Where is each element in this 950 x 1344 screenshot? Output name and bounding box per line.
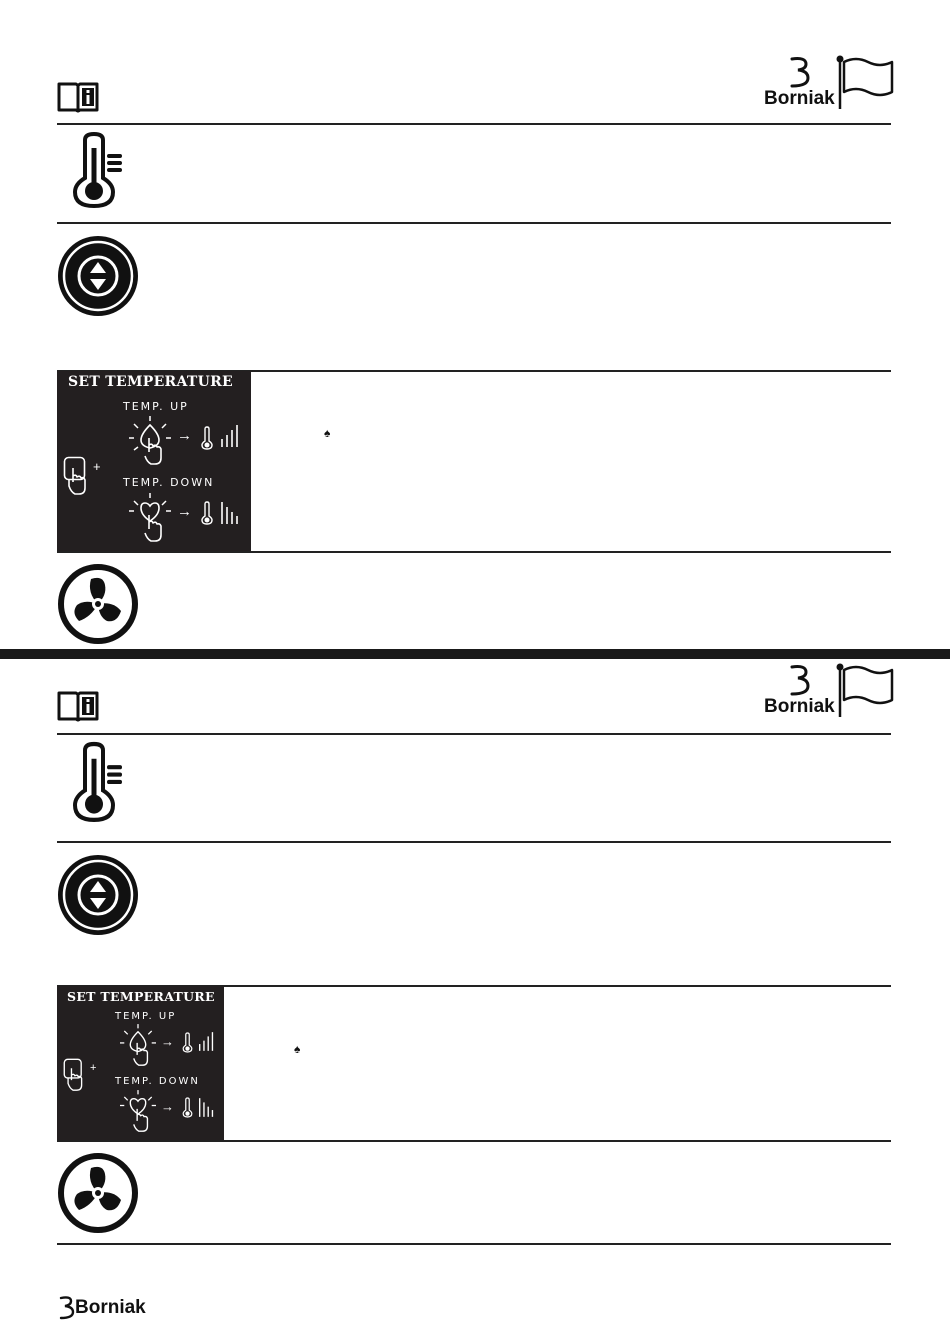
set-temperature-panel <box>57 371 251 551</box>
temp-up-label: TEMP. UP <box>115 1011 177 1022</box>
panel-title: SET TEMPERATURE <box>68 374 234 390</box>
temp-up-label: TEMP. UP <box>123 400 189 413</box>
panel-title: SET TEMPERATURE <box>67 989 215 1004</box>
hand-press-icon <box>63 456 89 496</box>
thermometer-icon <box>73 744 125 822</box>
brand-logo <box>762 664 842 718</box>
rule <box>57 841 891 843</box>
rule <box>57 123 891 125</box>
thermometer-small-icon <box>183 1098 192 1117</box>
rule <box>57 551 891 553</box>
plus-sign: + <box>90 1062 97 1074</box>
rule <box>57 1243 891 1245</box>
up-down-knob-icon <box>57 235 139 317</box>
heart-button-icon <box>120 1090 156 1133</box>
bars-falling-icon <box>220 502 240 524</box>
rule <box>57 1140 891 1142</box>
thermometer-small-icon <box>202 502 212 524</box>
hand-press-icon <box>63 1058 85 1092</box>
plus-sign: + <box>93 459 101 474</box>
arrow-down-row: → <box>177 503 192 520</box>
bullet-marker: ♠ <box>294 1042 301 1056</box>
heart-button-icon <box>129 416 171 466</box>
fan-icon <box>57 563 139 645</box>
bullet-marker: ♠ <box>324 426 331 440</box>
temp-down-label: TEMP. DOWN <box>123 476 215 489</box>
rule <box>57 222 891 224</box>
manual-info-icon <box>57 80 99 114</box>
heart-button-icon <box>120 1024 156 1067</box>
set-temperature-panel <box>57 986 224 1140</box>
flag-icon <box>836 54 894 110</box>
thermometer-icon <box>73 134 125 208</box>
brand-name: Borniak <box>764 696 835 717</box>
brand-name: Borniak <box>764 88 835 109</box>
page-divider <box>0 649 950 659</box>
bars-rising-icon <box>198 1032 215 1051</box>
brand-logo <box>762 56 842 110</box>
heart-button-icon <box>129 493 171 543</box>
rule <box>57 733 891 735</box>
thermometer-small-icon <box>202 427 212 449</box>
arrow-up-row: → <box>177 427 192 444</box>
flag-icon <box>836 662 894 718</box>
bars-falling-icon <box>198 1098 215 1117</box>
arrow-down-row: → <box>161 1099 174 1114</box>
footer-brand-name: Borniak <box>75 1297 146 1318</box>
temp-down-label: TEMP. DOWN <box>115 1076 200 1087</box>
arrow-up-row: → <box>161 1034 174 1049</box>
footer-logo <box>57 1296 157 1322</box>
fan-icon <box>57 1152 139 1234</box>
bars-rising-icon <box>220 425 240 447</box>
thermometer-small-icon <box>183 1033 192 1052</box>
manual-info-icon <box>57 689 99 723</box>
up-down-knob-icon <box>57 854 139 936</box>
